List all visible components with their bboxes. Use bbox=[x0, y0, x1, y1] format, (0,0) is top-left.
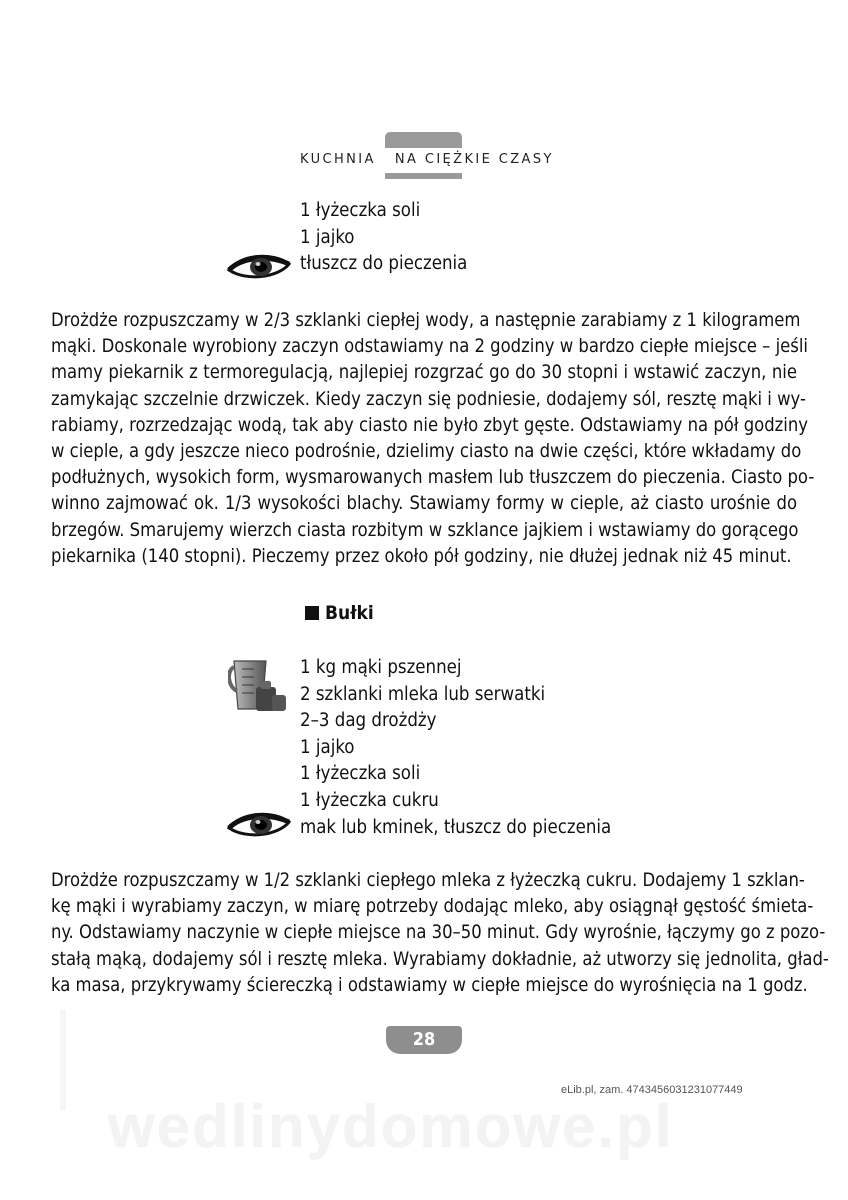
section-title bbox=[305, 602, 374, 624]
list-item: 1 łyżeczka soli bbox=[300, 763, 421, 785]
list-item: 1 jajko bbox=[300, 736, 355, 758]
header-tab-bar bbox=[385, 173, 462, 179]
running-head bbox=[300, 152, 560, 172]
text-line: piekarnika (140 stopni). Pieczemy przez około pół godziny, nie dłużej jednak niż 45 minut. bbox=[51, 545, 792, 567]
text-line: brzegów. Smarujemy wierzch ciasta rozbitym w szklance jajkiem i wstawiamy do gorącego bbox=[51, 519, 799, 541]
section-title-text: Bułki bbox=[325, 602, 374, 624]
running-head-part2: NA CIĘŻKIE CZASY bbox=[394, 152, 554, 167]
ingredient-list-1 bbox=[300, 198, 467, 278]
recipe1-instructions bbox=[51, 308, 815, 570]
text-line: ny. Odstawiamy naczynie w ciepłe miejsce na 30–50 minut. Gdy wyrośnie, łączymy go z pozo- bbox=[51, 922, 826, 944]
list-item: 1 łyżeczka soli bbox=[300, 200, 421, 221]
text-line: rabiamy, rozrzedzając wodą, tak aby ciasto nie było zbyt gęste. Odstawiamy na pół godziny bbox=[51, 414, 809, 436]
text-line: Drożdże rozpuszczamy w 2/3 szklanki ciepłej wody, a następnie zarabiamy z 1 kilogramem bbox=[51, 310, 801, 331]
list-item: 2–3 dag drożdży bbox=[300, 710, 437, 732]
list-item: 1 jajko bbox=[300, 226, 355, 248]
text-line: ka masa, przykrywamy ściereczką i odstawiamy w ciepłe miejsce do wyrośnięcia na 1 godz. bbox=[51, 974, 808, 996]
text-line: stałą mąką, dodajemy sól i resztę mleka. Wyrabiamy dokładnie, aż utworzy się jednolita, gład- bbox=[51, 948, 829, 970]
ingredient-list-2 bbox=[300, 655, 611, 841]
eye-icon bbox=[227, 252, 291, 282]
header-tab-top bbox=[385, 132, 462, 148]
elib-order-stamp: eLib.pl, zam. 4743456031231077449 bbox=[561, 1084, 743, 1096]
list-item: mak lub kminek, tłuszcz do pieczenia bbox=[300, 816, 612, 838]
recipe2-instructions bbox=[51, 868, 829, 999]
list-item: 1 łyżeczka cukru bbox=[300, 789, 439, 811]
page-edge-shadow bbox=[60, 1010, 66, 1110]
text-line: zamykając szczelnie drzwiczek. Kiedy zaczyn się podniesie, dodajemy sól, resztę mąki i wy- bbox=[51, 388, 806, 410]
text-line: Drożdże rozpuszczamy w 1/2 szklanki ciepłego mleka z łyżeczką cukru. Dodajemy 1 szklan- bbox=[51, 870, 805, 891]
square-bullet-icon bbox=[305, 606, 319, 620]
list-item: tłuszcz do pieczenia bbox=[300, 253, 468, 275]
text-line: mamy piekarnik z termoregulacją, najlepiej rozgrzać go do 30 stopni i wstawić zaczyn, nie bbox=[51, 362, 797, 384]
text-line: podłużnych, wysokich form, wysmarowanych masłem lub tłuszczem do pieczenia. Ciasto po- bbox=[51, 467, 815, 489]
text-line: winno zajmować ok. 1/3 wysokości blachy. Stawiamy formy w cieple, aż ciasto urośnie do bbox=[51, 493, 797, 515]
text-line: mąki. Doskonale wyrobiony zaczyn odstawiamy na 2 godziny w bardzo ciepłe miejsce – jeśli bbox=[51, 336, 808, 358]
list-item: 2 szklanki mleka lub serwatki bbox=[300, 683, 546, 705]
measuring-jug-icon bbox=[228, 657, 290, 713]
page-number: 28 bbox=[386, 1026, 462, 1054]
watermark: wedlinydomowe.pl bbox=[108, 1093, 674, 1160]
text-line: w cieple, a gdy jeszcze nieco podrośnie, dzielimy ciasto na dwie części, które wkładamy do bbox=[51, 441, 802, 463]
text-line: kę mąki i wyrabiamy zaczyn, w miarę potrzeby dodając mleko, aby osiągnął gęstość śmieta- bbox=[51, 896, 814, 918]
eye-icon bbox=[227, 810, 291, 840]
list-item: 1 kg mąki pszennej bbox=[300, 657, 462, 678]
running-head-part1: KUCHNIA bbox=[300, 152, 376, 167]
